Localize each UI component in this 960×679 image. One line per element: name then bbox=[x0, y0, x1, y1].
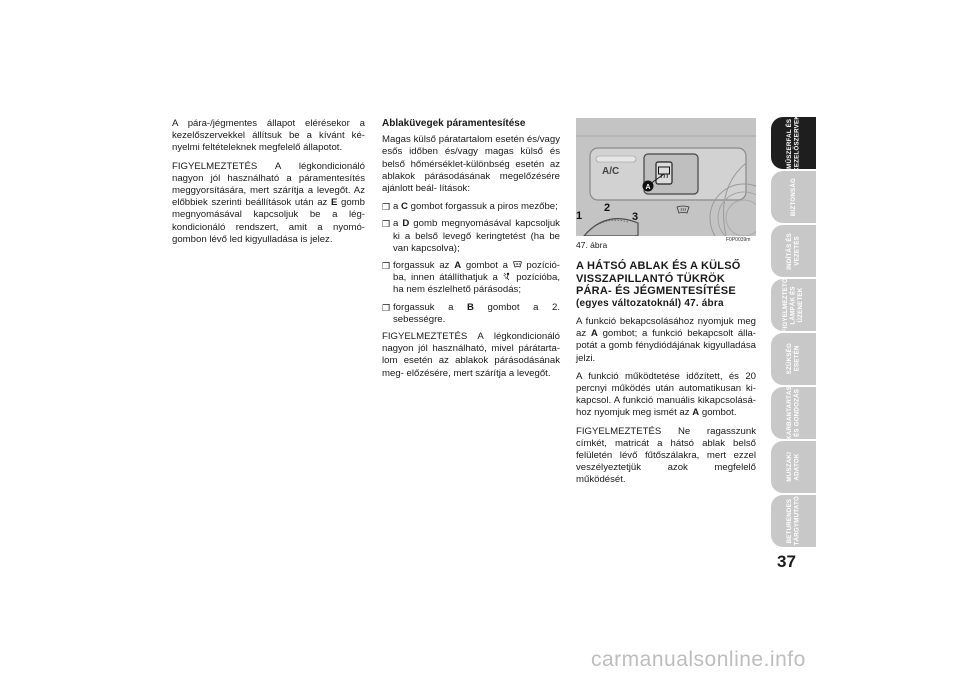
tab-maintenance[interactable] bbox=[771, 387, 816, 439]
middle-column bbox=[382, 118, 560, 386]
fan-speed-2: 2 bbox=[604, 202, 611, 214]
bullet-item bbox=[382, 218, 560, 255]
defog-intro: Magas külső páratartalom esetén és/vagy esős időben és/vagy magas külső és belső hőmérséklet-különbség esetén az ablakok párásodásának megelőzésére ajánlott beál- lítások: bbox=[382, 134, 560, 195]
rear-window-p2 bbox=[576, 371, 756, 420]
checkbox-bullet-icon: ❒ bbox=[382, 302, 391, 313]
bullet-text: a bbox=[393, 218, 403, 230]
tab-dashboard-controls[interactable] bbox=[771, 114, 816, 172]
para-text: gombot. bbox=[699, 407, 737, 419]
figure-47 bbox=[576, 118, 756, 236]
para-text: A funkció bekapcsolásához nyomjuk meg az bbox=[576, 316, 756, 340]
bullet-text: forgassuk az bbox=[393, 260, 455, 272]
key-a: A bbox=[692, 407, 700, 419]
figure-caption: 47. ábra bbox=[576, 240, 608, 250]
right-column bbox=[576, 260, 756, 493]
fan-speed-1: 1 bbox=[576, 210, 583, 222]
callout-a-label: A bbox=[645, 184, 651, 191]
rear-window-p1 bbox=[576, 316, 756, 365]
section-title-defog: Ablaküvegek páramentesítése bbox=[382, 118, 526, 129]
tab-label: FIGYELMEZTETŐ LÁMPÁK ÉS ÜZENETEK bbox=[782, 277, 805, 333]
page-number: 37 bbox=[777, 552, 796, 571]
key-e: E bbox=[330, 197, 338, 209]
bullet-item bbox=[382, 260, 560, 297]
key-d: D bbox=[402, 218, 410, 230]
key-c: C bbox=[401, 201, 408, 213]
fan-speed-3: 3 bbox=[632, 211, 639, 223]
bullet-text: forgassuk a bbox=[393, 301, 468, 313]
tab-label: KARBANTARTÁS ÉS GONDOZÁS bbox=[786, 386, 801, 440]
warning-text-2: gomb megnyomásával kapcsoljuk be a lég- kondicionáló rendszert, amit a nyomó- gombon lévő led kigyulladása is jelez. bbox=[172, 197, 366, 245]
tab-label: MŰSZERFAL ÉS KEZELŐSZERVEK bbox=[786, 114, 801, 172]
tab-label: INDÍTÁS ÉS VEZETÉS bbox=[786, 232, 801, 270]
checkbox-bullet-icon: ❒ bbox=[382, 202, 391, 213]
section-title-rear-window bbox=[576, 260, 756, 310]
warning-text-1: FIGYELMEZTETÉS A légkondicionáló nagyon jól használható a páramentesítés meggyorsítására, mert szárítja a levegőt. Az előbbiek szerinti beállítások után az bbox=[172, 160, 365, 209]
key-a: A bbox=[454, 260, 462, 272]
bullet-text: pozíció- ba, innen átállíthatjuk a bbox=[393, 260, 560, 284]
bullet-text: pozícióba, ha nem észlelhető párásodás; bbox=[393, 272, 560, 296]
tab-warning-lights[interactable] bbox=[771, 279, 816, 331]
defog-warning: FIGYELMEZTETÉS A légkondicionáló nagyon jól használható, mivel párátarta- lom esetén az ablakok párásodásának meg- előzésére, mert szárítja a levegőt. bbox=[382, 331, 560, 379]
bullet-text: a bbox=[393, 201, 402, 213]
checkbox-bullet-icon: ❒ bbox=[382, 219, 391, 230]
para-text: A funkció működtetése időzített, és 20 percnyi működés után automatikusan ki- kapcsol. A funkció manuális kikapcsolásá- hoz nyomjuk meg ismét az bbox=[576, 370, 756, 419]
checkbox-bullet-icon: ❒ bbox=[382, 261, 391, 272]
tab-technical-data[interactable] bbox=[771, 441, 816, 493]
bullet-text: gombot a bbox=[461, 260, 513, 272]
bullet-item bbox=[382, 302, 560, 326]
tab-starting-driving[interactable] bbox=[771, 225, 816, 277]
paragraph-warning bbox=[172, 161, 365, 246]
tab-label: BETŰRENDES TÁRGYMUTATÓ bbox=[786, 496, 801, 546]
bullet-text: gomb megnyomásával kapcsoljuk ki a belső levegő keringtetést (ha be van kapcsolva); bbox=[393, 218, 560, 254]
windshield-defrost-icon bbox=[513, 261, 522, 269]
tab-safety[interactable] bbox=[771, 171, 816, 223]
paragraph-result: A pára-/jégmentes állapot elérésekor a kezelőszervekkel állítsuk be a kívánt ké- nyelmi feltételeknek megfelelő állapotot. bbox=[172, 118, 365, 154]
bullet-text: gombot forgassuk a piros mezőbe; bbox=[407, 201, 558, 213]
left-column bbox=[172, 118, 365, 252]
tab-emergency[interactable] bbox=[771, 333, 816, 385]
key-a: A bbox=[590, 328, 598, 340]
feet-windshield-icon bbox=[503, 272, 512, 281]
tab-alphabetical-index[interactable] bbox=[771, 495, 816, 547]
bullet-item bbox=[382, 201, 560, 213]
tab-label: SZÜKSÉG ESETÉN bbox=[786, 343, 801, 375]
bullet-text: gombot a 2. sebességre. bbox=[393, 301, 560, 325]
key-b: B bbox=[467, 301, 474, 313]
rear-window-subtitle: (egyes változatoknál) 47. ábra bbox=[576, 297, 724, 309]
tab-label: MŰSZAKI ADATOK bbox=[786, 452, 801, 482]
tab-label: BIZTONSÁG bbox=[789, 177, 797, 217]
rear-window-title: A HÁTSÓ ABLAK ÉS A KÜLSŐ VISSZAPILLANTÓ TÜKRÖK PÁRA- ÉS JÉGMENTESÍTÉSE bbox=[576, 260, 741, 297]
dashboard-illustration bbox=[576, 118, 756, 236]
para-text: gombot; a funkció bekapcsolt álla- potát a gomb fénydiódájának kigyulladása jelzi. bbox=[576, 328, 756, 364]
ac-label: A/C bbox=[602, 166, 620, 177]
figure-code: F0P0039m bbox=[726, 237, 751, 243]
watermark: carmanualsonline.info bbox=[591, 648, 806, 671]
rear-window-warning: FIGYELMEZTETÉS Ne ragasszunk címkét, matricát a hátsó ablak belső felületén lévő fűtőszálakra, mert ezzel veszélyeztetjük azok megfelelő működését. bbox=[576, 425, 756, 486]
